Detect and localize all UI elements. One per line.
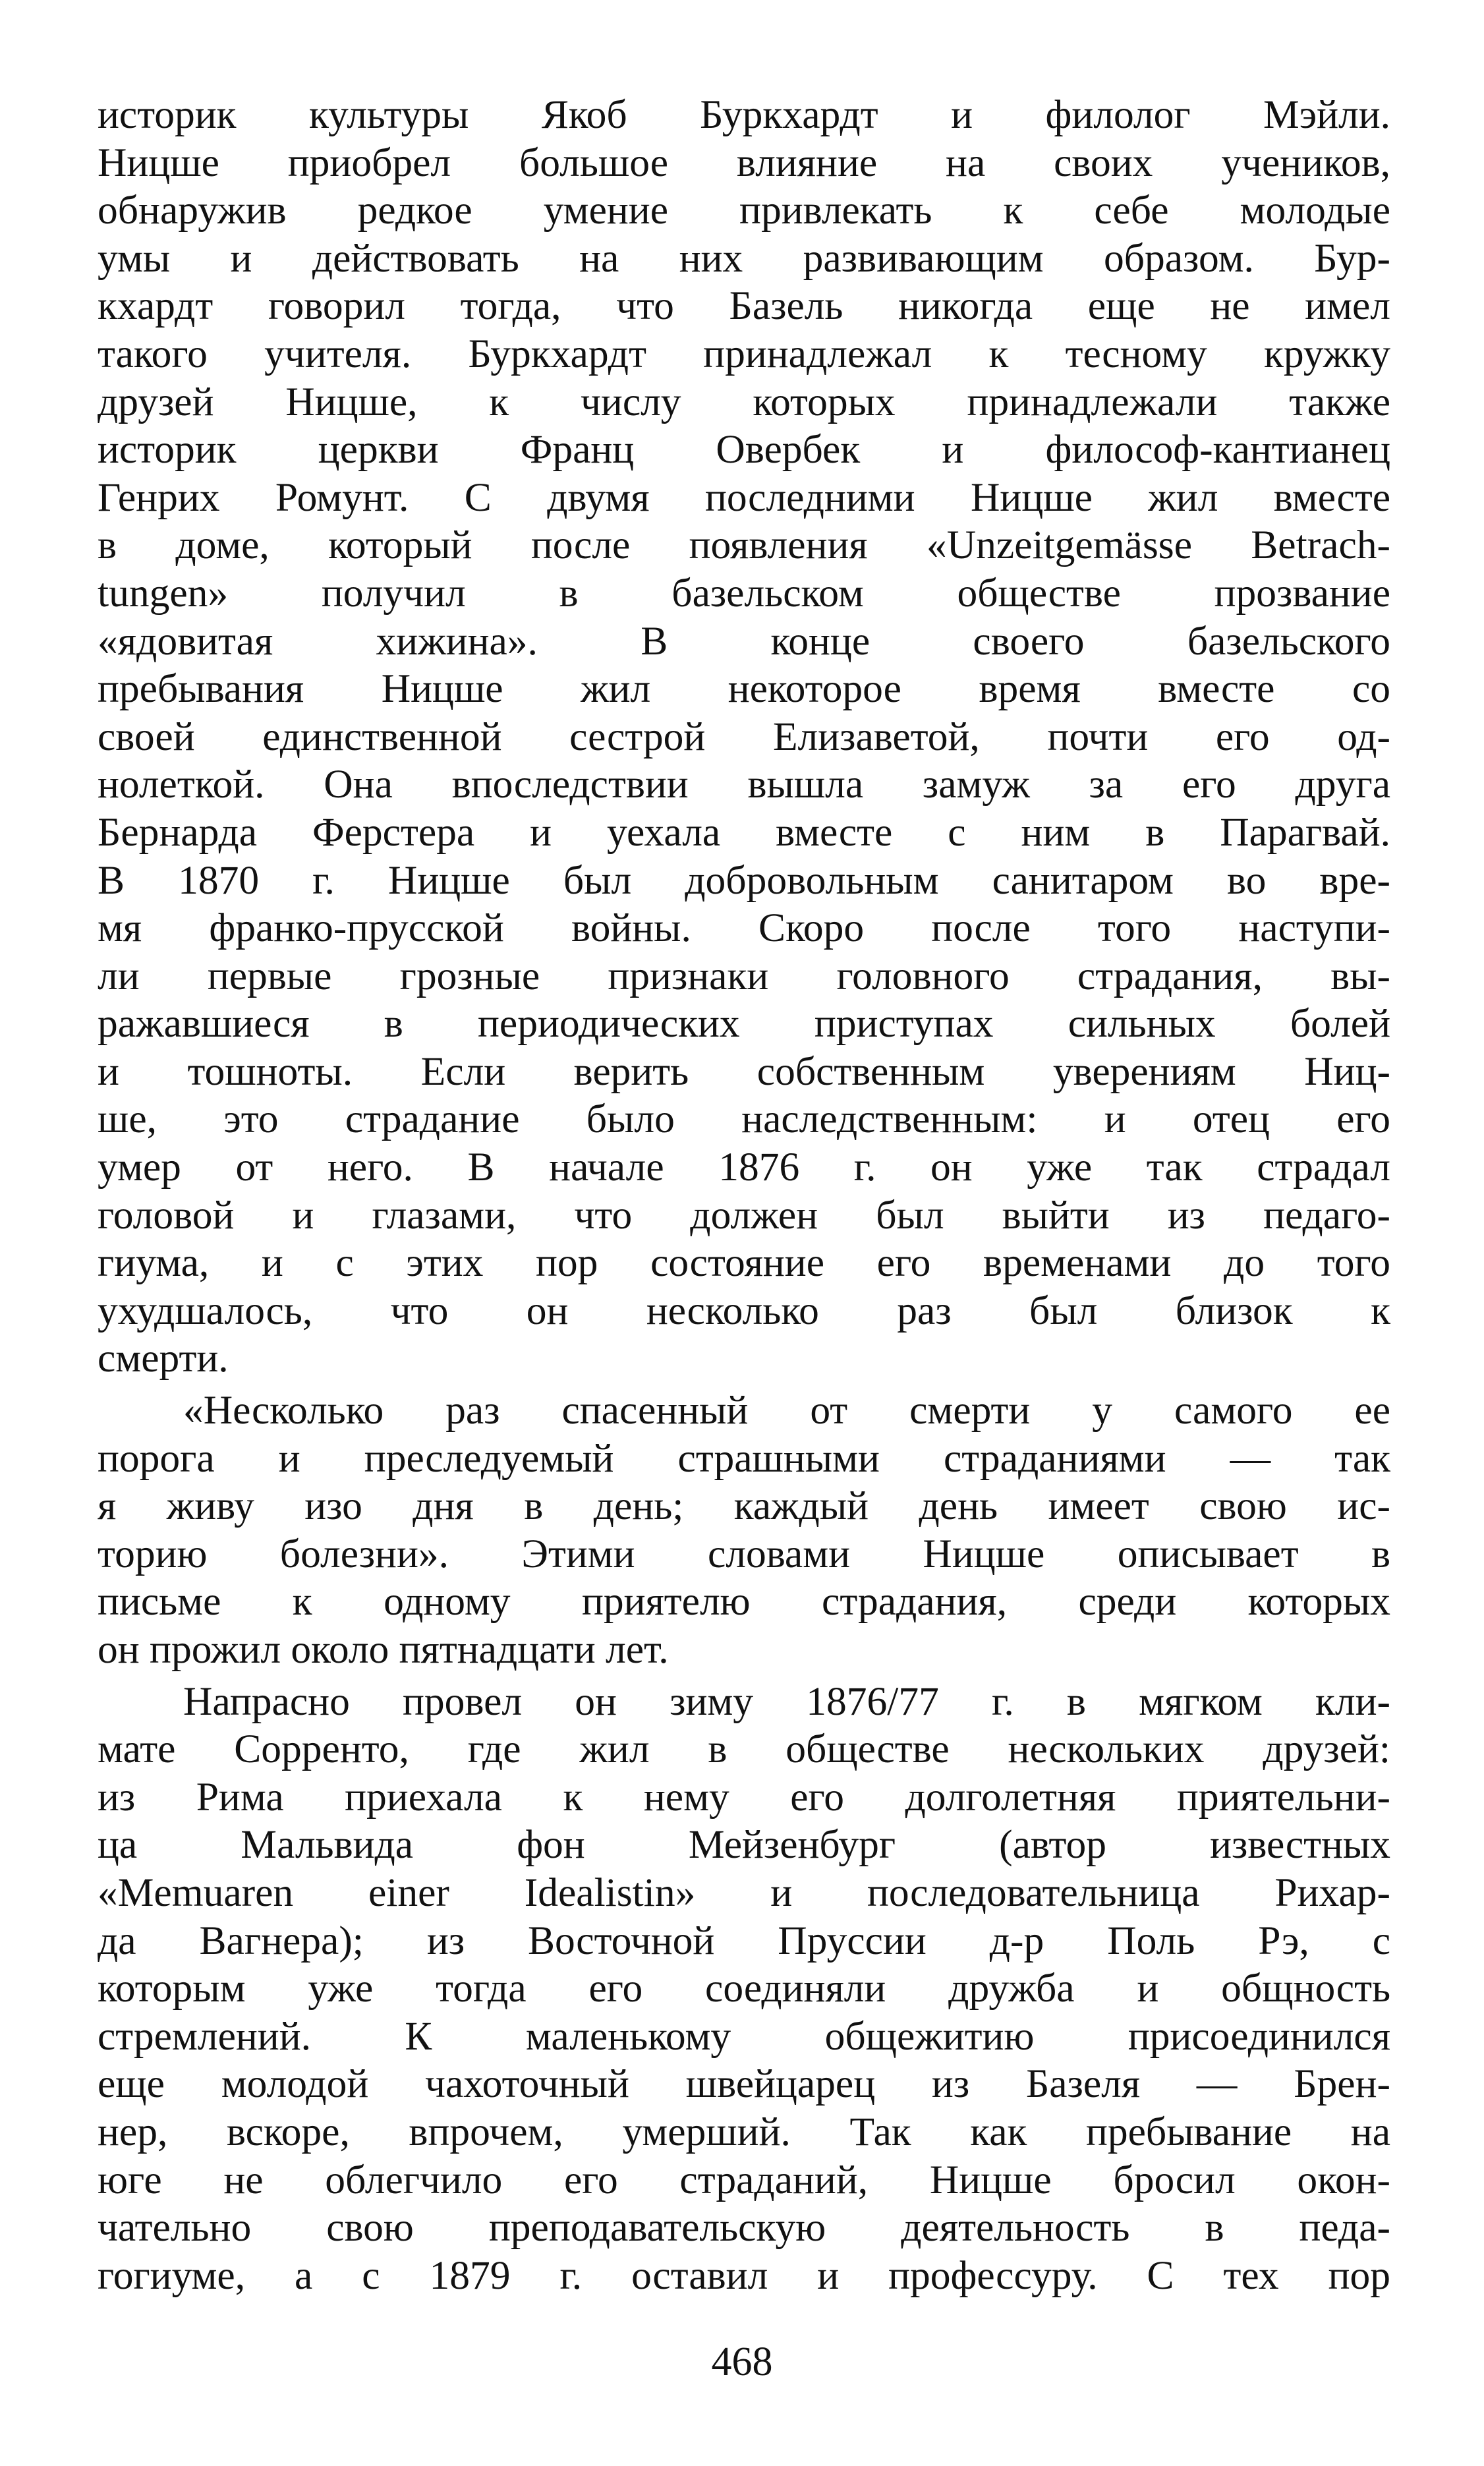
text-line: да Вагнера); из Восточной Пруссии д-р Поль Рэ, с xyxy=(98,1918,1390,1963)
text-line: гиума, и с этих пор состояние его временами до того xyxy=(98,1240,1390,1286)
text-line: обнаружив редкое умение привлекать к себе молодые xyxy=(98,188,1390,233)
paragraph-2 xyxy=(98,1387,1390,1674)
text-line: Генрих Ромунт. С двумя последними Ницше жил вместе xyxy=(98,474,1390,520)
text-line: торию болезни». Этими словами Ницше описывает в xyxy=(98,1531,1390,1576)
text-line: ли первые грозные признаки головного страдания, вы- xyxy=(98,953,1390,998)
text-line: юге не облегчило его страданий, Ницше бросил окон- xyxy=(98,2157,1390,2202)
text-line: в доме, который после появления «Unzeitgemässe Betrach- xyxy=(98,523,1390,568)
text-line: В 1870 г. Ницше был добровольным санитаром во вре- xyxy=(98,857,1390,903)
paragraph-1 xyxy=(98,91,1390,1383)
text-line: своей единственной сестрой Елизаветой, почти его од- xyxy=(98,714,1390,759)
text-line: историк культуры Якоб Буркхардт и филолог Мэйли. xyxy=(98,92,1390,137)
text-line: я живу изо дня в день; каждый день имеет свою ис- xyxy=(98,1483,1390,1529)
paragraph-3 xyxy=(98,1678,1390,2300)
text-line: и тошноты. Если верить собственным уверениям Ниц- xyxy=(98,1048,1390,1094)
text-line: головой и глазами, что должен был выйти из педаго- xyxy=(98,1192,1390,1238)
text-line: он прожил около пятнадцати лет. xyxy=(98,1627,669,1672)
text-line: кхардт говорил тогда, что Базель никогда еще не имел xyxy=(98,283,1390,329)
text-line: ражавшиеся в периодических приступах сильных болей xyxy=(98,1001,1390,1047)
text-line: ухудшалось, что он несколько раз был близок к xyxy=(98,1288,1390,1333)
text-line: умер от него. В начале 1876 г. он уже так страдал xyxy=(98,1145,1390,1190)
text-line: письме к одному приятелю страдания, среди которых xyxy=(98,1579,1390,1624)
text-line: нолеткой. Она впоследствии вышла замуж за его друга xyxy=(98,762,1390,807)
text-line: которым уже тогда его соединяли дружба и общность xyxy=(98,1966,1390,2011)
text-line: Ницше приобрел большое влияние на своих учеников, xyxy=(98,140,1390,185)
text-line: ше, это страдание было наследственным: и отец его xyxy=(98,1097,1390,1142)
text-line: еще молодой чахоточный швейцарец из Базеля — Брен- xyxy=(98,2061,1390,2107)
text-line: нер, вскоре, впрочем, умерший. Так как пребывание на xyxy=(98,2109,1390,2154)
text-line: такого учителя. Буркхардт принадлежал к тесному кружку xyxy=(98,331,1390,376)
text-line: порога и преследуемый страшными страданиями — так xyxy=(98,1435,1390,1481)
text-line: друзей Ницше, к числу которых принадлежали также xyxy=(98,379,1390,424)
text-line: мя франко-прусской войны. Скоро после того наступи- xyxy=(98,905,1390,951)
text-line: смерти. xyxy=(98,1336,229,1381)
page-text xyxy=(98,91,1390,2299)
text-line: гогиуме, а с 1879 г. оставил и профессуру. С тех пор xyxy=(98,2252,1390,2298)
text-line: «ядовитая хижина». В конце своего базельского xyxy=(98,618,1390,664)
text-line: мате Сорренто, где жил в обществе нескольких друзей: xyxy=(98,1727,1390,1772)
text-line: tungen» получил в базельском обществе прозвание xyxy=(98,570,1390,616)
text-line: Напрасно провел он зиму 1876/77 г. в мягком кли- xyxy=(183,1678,1390,1724)
text-line: чательно свою преподавательскую деятельность в педа- xyxy=(98,2205,1390,2251)
text-line: «Несколько раз спасенный от смерти у самого ее xyxy=(183,1388,1390,1433)
text-line: умы и действовать на них развивающим образом. Бур- xyxy=(98,235,1390,281)
text-line: Бернарда Ферстера и уехала вместе с ним в Парагвай. xyxy=(98,809,1390,855)
text-line: стремлений. К маленькому общежитию присоединился xyxy=(98,2013,1390,2059)
page-number: 468 xyxy=(711,2339,773,2384)
text-line: историк церкви Франц Овербек и философ-кантианец xyxy=(98,427,1390,473)
text-line: пребывания Ницше жил некоторое время вместе со xyxy=(98,666,1390,712)
text-line: «Memuaren einer Idealistin» и последовательница Рихар- xyxy=(98,1870,1390,1915)
text-line: из Рима приехала к нему его долголетняя приятельни- xyxy=(98,1774,1390,1820)
text-line: ца Мальвида фон Мейзенбург (автор известных xyxy=(98,1822,1390,1868)
